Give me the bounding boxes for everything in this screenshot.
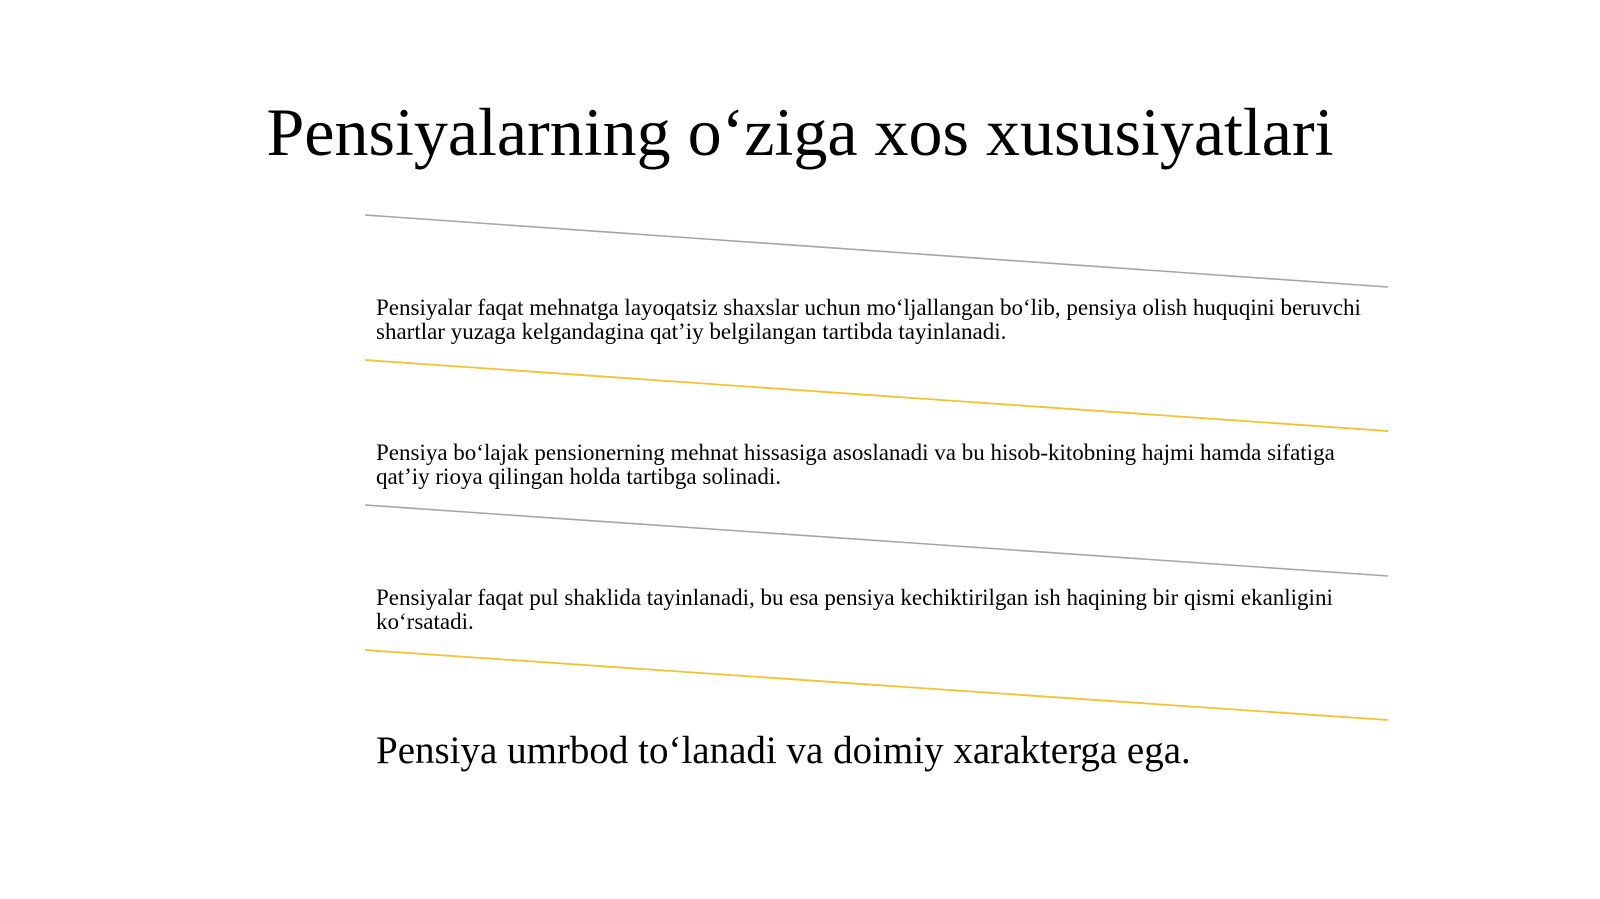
feature-item-4: Pensiya umrbod to‘lanadi va doimiy xarakterga ega. (376, 729, 1191, 772)
feature-item-3: Pensiyalar faqat pul shaklida tayinlanadi, bu esa pensiya kechiktirilgan ish haqining bir qismi ekanligini ko‘rsatadi. (376, 585, 1333, 634)
slide-title: Pensiyalarning o‘ziga xos xususiyatlari (266, 94, 1334, 170)
divider-line-2 (365, 360, 1388, 431)
feature-item-2: Pensiya bo‘lajak pensionerning mehnat hissasiga asoslanadi va bu hisob-kitobning hajmi hamda sifatiga qat’iy rioya qilingan holda tartibga solinadi. (376, 440, 1335, 489)
divider-line-3 (365, 505, 1388, 576)
divider-line-4 (365, 650, 1388, 720)
feature-item-1: Pensiyalar faqat mehnatga layoqatsiz shaxslar uchun mo‘ljallangan bo‘lib, pensiya olish huquqini beruvchi shartlar yuzaga kelgandagina qat’iy belgilangan tartibda tayinlanadi. (376, 295, 1361, 344)
divider-line-1 (365, 215, 1388, 287)
